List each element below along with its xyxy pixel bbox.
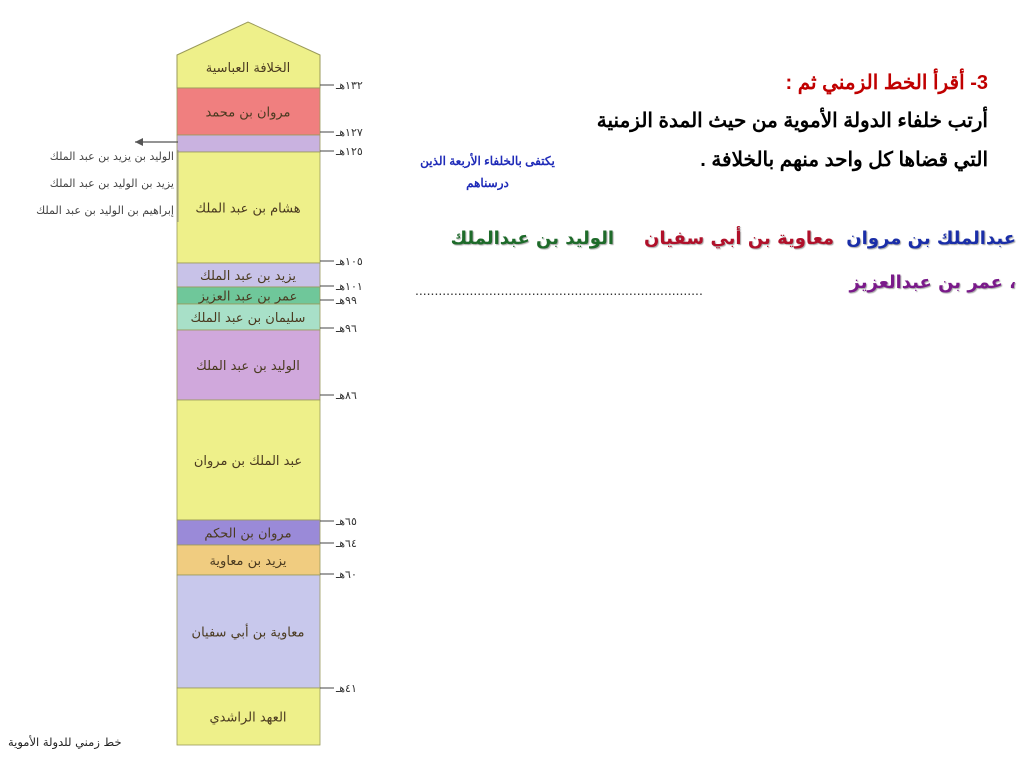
- tick-label: ١٠١هـ: [336, 280, 363, 293]
- side-name-3: إبراهيم بن الوليد بن عبد الملك: [36, 204, 174, 217]
- tick-label: ٤١هـ: [336, 682, 357, 695]
- answer-omar: ، عمر بن عبدالعزيز: [849, 272, 1016, 293]
- tick-label: ١٣٢هـ: [336, 79, 363, 92]
- tick-label: ٩٩هـ: [336, 294, 357, 307]
- band-label: مروان بن الحكم: [204, 526, 292, 542]
- tick-label: ٦٥هـ: [336, 515, 357, 528]
- band-label: يزيد بن عبد الملك: [200, 269, 296, 284]
- band-label: يزيد بن معاوية: [209, 554, 287, 569]
- side-name-1: الوليد بن يزيد بن عبد الملك: [49, 150, 174, 163]
- tick-label: ١٢٥هـ: [336, 145, 363, 158]
- question-title: 3- أقرأ الخط الزمني ثم :: [785, 72, 988, 94]
- answer-dots: ..........................................................................: [415, 282, 703, 298]
- band-label: سليمان بن عبد الملك: [190, 311, 306, 326]
- side-name-2: يزيد بن الوليد بن عبد الملك: [49, 177, 174, 190]
- question-line-1: أرتب خلفاء الدولة الأموية من حيث المدة الزمنية: [596, 110, 988, 132]
- band-label: عبد الملك بن مروان: [193, 454, 303, 469]
- band-label: عمر بن عبد العزيز: [198, 289, 298, 305]
- question-line-2: التي قضاها كل واحد منهم بالخلافة .: [700, 149, 988, 171]
- tick-label: ١٢٧هـ: [336, 126, 363, 139]
- timeline-caption: خط زمني للدولة الأموية: [8, 735, 122, 749]
- answer-abdulmalik: عبدالملك بن مروان: [846, 228, 1016, 249]
- tick-label: ٦٤هـ: [336, 537, 357, 550]
- tick-label: ١٠٥هـ: [336, 255, 363, 268]
- band-label: الخلافة العباسية: [205, 61, 291, 76]
- band-label: معاوية بن أبي سفيان: [191, 625, 305, 641]
- timeline-graphic: [0, 0, 400, 768]
- answer-walid: الوليد بن عبدالملك: [450, 228, 614, 249]
- band-label: مروان بن محمد: [205, 105, 291, 121]
- band-label: العهد الراشدي: [209, 710, 287, 726]
- band-label: الوليد بن عبد الملك: [196, 359, 300, 374]
- timeline-band: [177, 22, 320, 88]
- timeline-band: [177, 135, 320, 152]
- answer-muawiya: معاوية بن أبي سفيان: [644, 228, 834, 249]
- question-note: يكتفى بالخلفاء الأربعة الذين درسناهم: [420, 154, 555, 190]
- tick-label: ٦٠هـ: [336, 568, 357, 581]
- tick-label: ٩٦هـ: [336, 322, 357, 335]
- arrow-head-icon: [135, 138, 143, 146]
- band-label: هشام بن عبد الملك: [195, 201, 301, 217]
- tick-label: ٨٦هـ: [336, 389, 357, 402]
